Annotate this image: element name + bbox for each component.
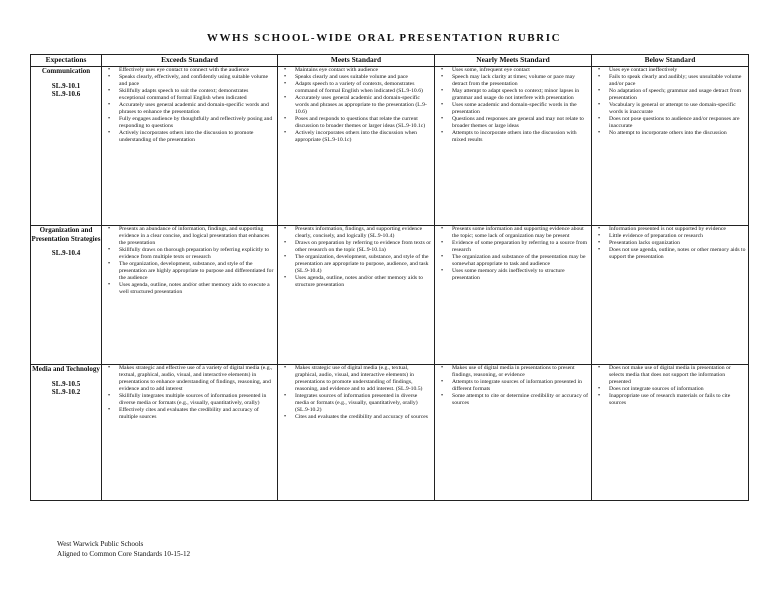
criterion-item: • Uses some academic and domain-specific words in the presentation bbox=[435, 102, 589, 116]
criterion-item: • Skillfully draws on thorough preparation by referring explicitly to evidence from multiple texts or research bbox=[102, 247, 275, 261]
criterion-item: • Does not pose questions to audience and/or responses are inaccurate bbox=[592, 116, 746, 130]
standards-list bbox=[31, 249, 101, 258]
header-nearly-meets-standard: Nearly Meets Standard bbox=[435, 55, 592, 67]
criteria-cell bbox=[435, 67, 592, 226]
criterion-item: • Skillfully adapts speech to suit the context; demonstrates exceptional command of formal English when indicated bbox=[102, 88, 275, 102]
criterion-item: • Makes strategic and effective use of a variety of digital media (e.g., textual, graphical, audio, visual, and interactive elements) in presentations to enhance understanding of findings, reasoning, and evidence and to add interest bbox=[102, 365, 275, 393]
criterion-item: • Actively incorporates others into the discussion when appropriate (SL.9-10.1c) bbox=[278, 130, 432, 144]
criterion-item: • May attempt to adapt speech to context; minor lapses in grammar and usage do not interfere with presentation bbox=[435, 88, 589, 102]
criterion-item: • Integrates sources of information presented in diverse media or formats (e.g., visually, quantitatively, orally) (SL.9-10.2) bbox=[278, 393, 432, 414]
standard-code: SL.9-10.2 bbox=[51, 388, 81, 397]
table-row bbox=[31, 67, 749, 226]
criteria-cell bbox=[435, 226, 592, 365]
expectation-name: Organization and Presentation Strategies bbox=[31, 226, 101, 243]
criteria-cell bbox=[278, 226, 435, 365]
criterion-item: • No attempt to incorporate others into the discussion bbox=[592, 130, 746, 137]
standard-code: SL.9-10.1 bbox=[51, 81, 81, 90]
criterion-item: • Does not use agenda, outline, notes or other memory aids to support the presentation bbox=[592, 247, 746, 261]
table-row bbox=[31, 226, 749, 365]
criterion-item: • Information presented is not supported by evidence bbox=[592, 226, 746, 233]
criterion-item: • Cites and evaluates the credibility and accuracy of sources bbox=[278, 414, 432, 421]
header-row bbox=[31, 55, 749, 67]
criterion-item: • Presents information, findings, and supporting evidence clearly, concisely, and logically (SL.9-10.4) bbox=[278, 226, 432, 240]
criteria-cell bbox=[435, 365, 592, 501]
criterion-item: • Attempts to integrate sources of information presented in different formats bbox=[435, 379, 589, 393]
criterion-item: • No adaptation of speech; grammar and usage detract from presentation bbox=[592, 88, 746, 102]
criterion-item: • Presents an abundance of information, findings, and supporting evidence in a clear concise, and logical presentation that enhances the presentation bbox=[102, 226, 275, 247]
standards-list bbox=[31, 380, 101, 397]
criterion-item: • Skillfully integrates multiple sources of information presented in diverse media or formats (e.g., visually, quantitatively, orally) bbox=[102, 393, 275, 407]
criteria-cell bbox=[102, 365, 278, 501]
criteria-cell bbox=[592, 365, 749, 501]
standard-code: SL.9-10.4 bbox=[51, 249, 81, 258]
criterion-item: • The organization, development, substance, and style of the presentation are appropriate to purpose, audience, and task (SL.9-10.4) bbox=[278, 254, 432, 275]
criterion-item: • Does not make use of digital media in presentation or selects media that does not support the information presented bbox=[592, 365, 746, 386]
header-expectations: Expectations bbox=[31, 55, 102, 67]
footer-school: West Warwick Public Schools bbox=[57, 540, 144, 548]
criterion-item: • Questions and responses are general and may not relate to broader themes or large ideas bbox=[435, 116, 589, 130]
criteria-cell bbox=[278, 67, 435, 226]
criterion-item: • Uses some, infrequent eye contact bbox=[435, 67, 589, 74]
rubric-title: WWHS SCHOOL-WIDE ORAL PRESENTATION RUBRIC bbox=[206, 32, 562, 44]
criterion-item: • Vocabulary is general or attempt to use domain-specific words is inaccurate bbox=[592, 102, 746, 116]
expectation-cell bbox=[31, 226, 102, 365]
criterion-item: • Attempts to incorporate others into the discussion with mixed results bbox=[435, 130, 589, 144]
criterion-item: • Does not integrate sources of information bbox=[592, 386, 746, 393]
criterion-item: • Accurately uses general academic and domain-specific words and phrases to enhance the presentation bbox=[102, 102, 275, 116]
header-exceeds-standard: Exceeds Standard bbox=[102, 55, 278, 67]
criterion-item: • Poses and responds to questions that relate the current discussion to broader themes or larger ideas (SL.9-10.1c) bbox=[278, 116, 432, 130]
criteria-cell bbox=[102, 67, 278, 226]
criterion-item: • Presentation lacks organization bbox=[592, 240, 746, 247]
criterion-item: • Adapts speech to a variety of contexts, demonstrates command of formal English when indicated (SL.9-10.6) bbox=[278, 81, 432, 95]
expectation-name: Media and Technology bbox=[32, 365, 100, 373]
criterion-item: • Actively incorporates others into the discussion to promote understanding of the presentation bbox=[102, 130, 275, 144]
criterion-item: • Speaks clearly, effectively, and confidently using suitable volume and pace bbox=[102, 74, 275, 88]
criterion-item: • Uses some memory aids ineffectively to structure presentation bbox=[435, 268, 589, 282]
header-meets-standard: Meets Standard bbox=[278, 55, 435, 67]
criterion-item: • Effectively uses eye contact to connect with the audience bbox=[102, 67, 275, 74]
header-below-standard: Below Standard bbox=[592, 55, 749, 67]
footer-alignment: Aligned to Common Core Standards 10-15-12 bbox=[57, 549, 191, 558]
criterion-item: • Uses agenda, outline, notes and/or other memory aids to execute a well structured presentation bbox=[102, 282, 275, 296]
criterion-item: • Uses eye contact ineffectively bbox=[592, 67, 746, 74]
criterion-item: • The organization and substance of the presentation may be somewhat appropriate to task and audience bbox=[435, 254, 589, 268]
criterion-item: • Accurately uses general academic and domain-specific words and phrases as appropriate to the presentation (L.9-10.6) bbox=[278, 95, 432, 116]
table-row bbox=[31, 365, 749, 501]
expectation-cell bbox=[31, 67, 102, 226]
criterion-item: • Some attempt to cite or determine credibility or accuracy of sources bbox=[435, 393, 589, 407]
expectation-cell bbox=[31, 365, 102, 501]
criteria-cell bbox=[592, 67, 749, 226]
standard-code: SL.9-10.6 bbox=[51, 90, 81, 99]
criteria-cell bbox=[592, 226, 749, 365]
criterion-item: • Makes use of digital media in presentations to present findings, reasoning, or evidence bbox=[435, 365, 589, 379]
standard-code: SL.9-10.5 bbox=[51, 379, 81, 388]
criterion-item: • The organization, development, substance, and style of the presentation are highly appropriate to purpose and differentiated for the audience bbox=[102, 261, 275, 282]
rubric-table bbox=[30, 54, 749, 501]
standards-list bbox=[31, 82, 101, 99]
criterion-item: • Draws on preparation by referring to evidence from texts or other research on the topic (SL.9-10.1a) bbox=[278, 240, 432, 254]
footer bbox=[57, 540, 190, 559]
criterion-item: • Fully engages audience by thoughtfully and reflectively posing and responding to questions bbox=[102, 116, 275, 130]
expectation-name: Communication bbox=[41, 67, 91, 75]
criteria-cell bbox=[102, 226, 278, 365]
criterion-item: • Speaks clearly and uses suitable volume and pace bbox=[278, 74, 432, 81]
criterion-item: • Presents some information and supporting evidence about the topic; some lack of organization may be present bbox=[435, 226, 589, 240]
criterion-item: • Fails to speak clearly and audibly; uses unsuitable volume and/or pace bbox=[592, 74, 746, 88]
criterion-item: • Evidence of some preparation by referring to a source from research bbox=[435, 240, 589, 254]
criterion-item: • Uses agenda, outline, notes and/or other memory aids to structure presentation bbox=[278, 275, 432, 289]
criteria-cell bbox=[278, 365, 435, 501]
criterion-item: • Effectively cites and evaluates the credibility and accuracy of multiple sources bbox=[102, 407, 275, 421]
criterion-item: • Makes strategic use of digital media (e.g., textual, graphical, audio, visual, and interactive elements) in presentations to promote understanding of findings, reasoning, and evidence and to add interest. (SL.9-10.5) bbox=[278, 365, 432, 393]
criterion-item: • Maintains eye contact with audience bbox=[278, 67, 432, 74]
criterion-item: • Little evidence of preparation or research bbox=[592, 233, 746, 240]
criterion-item: • Inappropriate use of research materials or fails to cite sources bbox=[592, 393, 746, 407]
criterion-item: • Speech may lack clarity at times; volume or pace may detract from the presentation bbox=[435, 74, 589, 88]
